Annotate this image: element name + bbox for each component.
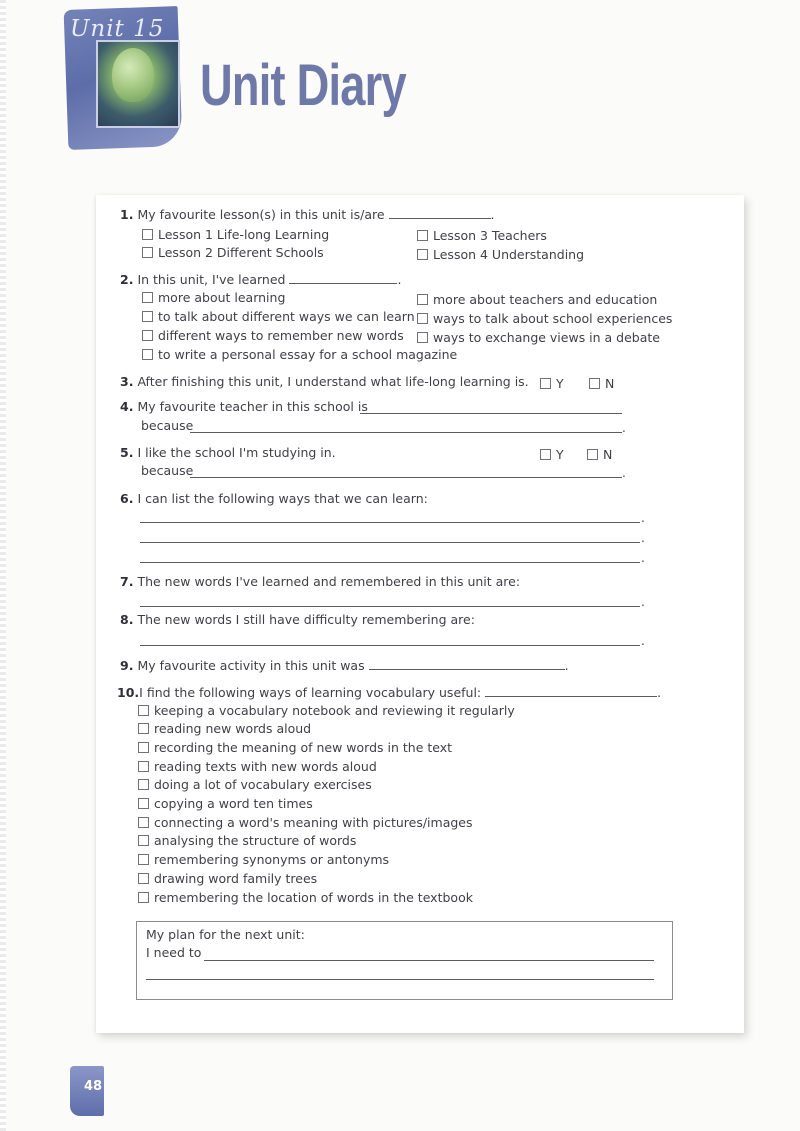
- bust-image: [112, 48, 154, 102]
- question-number: 5.: [120, 445, 134, 460]
- answer-line[interactable]: [140, 522, 640, 523]
- because-label: because: [141, 463, 194, 478]
- option-label: more about learning: [158, 290, 286, 305]
- q1-option[interactable]: [417, 228, 547, 243]
- q10-option[interactable]: [138, 871, 317, 886]
- plan-title: My plan for the next unit:: [146, 927, 305, 942]
- end-mark: .: [657, 685, 662, 700]
- checkbox[interactable]: [142, 349, 153, 360]
- q2-option[interactable]: [417, 292, 657, 307]
- question-3: [120, 374, 529, 389]
- checkbox[interactable]: [138, 798, 149, 809]
- checkbox[interactable]: [138, 817, 149, 828]
- option-label: remembering synonyms or antonyms: [154, 852, 390, 867]
- q10-option[interactable]: [138, 703, 515, 718]
- question-text: I find the following ways of learning vocabulary useful:: [139, 685, 482, 700]
- question-number: 4.: [120, 399, 134, 414]
- checkbox[interactable]: [138, 779, 149, 790]
- yes-label: Y: [556, 447, 564, 462]
- q1-option[interactable]: [142, 245, 324, 260]
- question-number: 9.: [120, 658, 134, 673]
- end-mark: .: [622, 421, 626, 435]
- question-text: My favourite teacher in this school is: [137, 399, 368, 414]
- checkbox[interactable]: [142, 292, 153, 303]
- checkbox[interactable]: [417, 230, 428, 241]
- option-label: more about teachers and education: [433, 292, 658, 307]
- q10-option[interactable]: [138, 852, 389, 867]
- question-number: 6.: [120, 491, 134, 506]
- q10-option[interactable]: [138, 815, 473, 830]
- q3-yes[interactable]: [540, 376, 564, 391]
- end-mark: .: [641, 531, 645, 545]
- option-label: Lesson 3 Teachers: [433, 228, 547, 243]
- question-number: 7.: [120, 574, 134, 589]
- binding-edge: [0, 0, 6, 1131]
- q2-option[interactable]: [142, 347, 457, 362]
- answer-blank[interactable]: [369, 657, 565, 670]
- option-label: to write a personal essay for a school magazine: [158, 347, 458, 362]
- checkbox[interactable]: [142, 330, 153, 341]
- unit-label: Unit 15: [70, 16, 165, 42]
- option-label: Lesson 2 Different Schools: [158, 245, 324, 260]
- page-number: 48: [84, 1079, 103, 1094]
- yes-label: Y: [556, 376, 564, 391]
- end-mark: .: [622, 466, 626, 480]
- q10-option[interactable]: [138, 796, 313, 811]
- question-text: The new words I've learned and remembered in this unit are:: [137, 574, 521, 589]
- option-label: keeping a vocabulary notebook and reviewing it regularly: [154, 703, 515, 718]
- option-label: Lesson 1 Life-long Learning: [158, 227, 330, 242]
- checkbox[interactable]: [142, 229, 153, 240]
- checkbox[interactable]: [142, 247, 153, 258]
- answer-blank[interactable]: [289, 271, 397, 284]
- question-7: [120, 574, 520, 589]
- question-text: I can list the following ways that we can learn:: [137, 491, 428, 506]
- question-text: After finishing this unit, I understand what life-long learning is.: [137, 374, 529, 389]
- end-mark: .: [490, 207, 495, 222]
- checkbox[interactable]: [589, 378, 600, 389]
- question-number: 8.: [120, 612, 134, 627]
- question-9: [120, 657, 569, 673]
- end-mark: .: [641, 511, 645, 525]
- option-label: remembering the location of words in the textbook: [154, 890, 473, 905]
- checkbox[interactable]: [138, 742, 149, 753]
- option-label: analysing the structure of words: [154, 833, 357, 848]
- q1-option[interactable]: [417, 247, 584, 262]
- q10-option[interactable]: [138, 833, 356, 848]
- answer-line[interactable]: [190, 432, 622, 433]
- question-1: [120, 206, 495, 222]
- answer-line[interactable]: [140, 542, 640, 543]
- answer-line[interactable]: [190, 477, 622, 478]
- option-label: doing a lot of vocabulary exercises: [154, 777, 372, 792]
- answer-line[interactable]: [140, 645, 640, 646]
- question-5: [120, 445, 336, 460]
- q2-option[interactable]: [142, 290, 285, 305]
- end-mark: .: [564, 658, 569, 673]
- end-mark: .: [641, 595, 645, 609]
- q10-option[interactable]: [138, 759, 377, 774]
- checkbox[interactable]: [540, 449, 551, 460]
- checkbox[interactable]: [142, 311, 153, 322]
- question-number: 2.: [120, 272, 134, 287]
- plan-line[interactable]: [204, 960, 654, 961]
- q2-option[interactable]: [142, 309, 415, 324]
- page-title: Unit Diary: [200, 53, 406, 118]
- checkbox[interactable]: [138, 723, 149, 734]
- q1-option[interactable]: [142, 227, 329, 242]
- end-mark: .: [641, 551, 645, 565]
- answer-blank[interactable]: [389, 206, 491, 219]
- checkbox[interactable]: [138, 873, 149, 884]
- answer-line[interactable]: [140, 562, 640, 563]
- question-8: [120, 612, 475, 627]
- answer-line[interactable]: [140, 606, 640, 607]
- q2-option[interactable]: [142, 328, 404, 343]
- question-text: My favourite lesson(s) in this unit is/are: [137, 207, 385, 222]
- question-number: 3.: [120, 374, 134, 389]
- plan-line[interactable]: [146, 979, 654, 980]
- option-label: different ways to remember new words: [158, 328, 404, 343]
- option-label: ways to exchange views in a debate: [433, 330, 660, 345]
- end-mark: .: [397, 272, 402, 287]
- checkbox[interactable]: [138, 892, 149, 903]
- question-text: I like the school I'm studying in.: [137, 445, 336, 460]
- option-label: ways to talk about school experiences: [433, 311, 673, 326]
- q3-no[interactable]: [589, 376, 614, 391]
- option-label: Lesson 4 Understanding: [433, 247, 585, 262]
- q10-option[interactable]: [138, 721, 311, 736]
- no-label: N: [603, 447, 613, 462]
- end-mark: .: [641, 634, 645, 648]
- option-label: connecting a word's meaning with pictures/images: [154, 815, 473, 830]
- question-text: The new words I still have difficulty remembering are:: [137, 612, 475, 627]
- answer-line[interactable]: [360, 413, 622, 414]
- answer-blank[interactable]: [485, 684, 657, 697]
- question-2: [120, 271, 401, 287]
- question-text: My favourite activity in this unit was: [137, 658, 365, 673]
- checkbox[interactable]: [138, 835, 149, 846]
- checkbox[interactable]: [540, 378, 551, 389]
- option-label: recording the meaning of new words in the text: [154, 740, 453, 755]
- q5-yes[interactable]: [540, 447, 564, 462]
- page-number-tab: [70, 1066, 104, 1116]
- because-label: because: [141, 418, 194, 433]
- checkbox[interactable]: [417, 249, 428, 260]
- no-label: N: [605, 376, 615, 391]
- q10-option[interactable]: [138, 890, 473, 905]
- question-number: 1.: [120, 207, 134, 222]
- checkbox[interactable]: [587, 449, 598, 460]
- option-label: reading new words aloud: [154, 721, 312, 736]
- checkbox[interactable]: [138, 705, 149, 716]
- option-label: to talk about different ways we can learn: [158, 309, 415, 324]
- question-text: In this unit, I've learned: [137, 272, 286, 287]
- checkbox[interactable]: [417, 332, 428, 343]
- option-label: reading texts with new words aloud: [154, 759, 377, 774]
- question-4: [120, 399, 368, 414]
- q10-option[interactable]: [138, 777, 372, 792]
- checkbox[interactable]: [138, 761, 149, 772]
- option-label: drawing word family trees: [154, 871, 318, 886]
- checkbox[interactable]: [417, 294, 428, 305]
- q2-option[interactable]: [417, 330, 660, 345]
- q10-option[interactable]: [138, 740, 452, 755]
- q2-option[interactable]: [417, 311, 672, 326]
- checkbox[interactable]: [417, 313, 428, 324]
- plan-need-label: I need to: [146, 945, 202, 960]
- question-10: [117, 684, 661, 700]
- question-number: 10.: [117, 685, 140, 700]
- q5-no[interactable]: [587, 447, 612, 462]
- option-label: copying a word ten times: [154, 796, 313, 811]
- question-6: [120, 491, 428, 506]
- checkbox[interactable]: [138, 854, 149, 865]
